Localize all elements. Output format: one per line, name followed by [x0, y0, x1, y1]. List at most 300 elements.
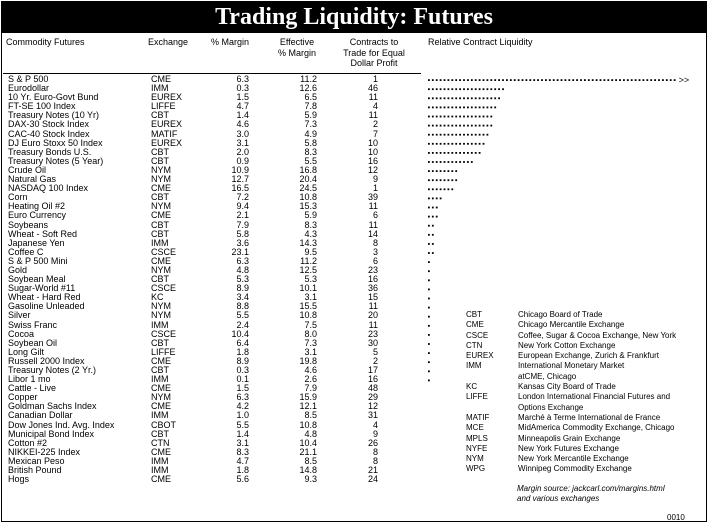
effective-margin-cell: 15.9 — [299, 392, 317, 403]
commodity-name: Hogs — [8, 474, 30, 485]
margin-source-note — [517, 484, 707, 504]
effective-margin-cell: 7.3 — [304, 337, 317, 348]
effective-margin-cell: 7.8 — [304, 101, 317, 112]
effective-margin-cell: 16.8 — [299, 164, 317, 175]
commodity-name: Natural Gas — [8, 174, 57, 185]
table-row — [0, 257, 430, 266]
exchange-cell: CBT — [151, 155, 169, 166]
commodity-name: Russell 2000 Index — [8, 355, 85, 366]
contracts-cell: 12 — [367, 164, 378, 175]
legend-code: MPLS — [466, 433, 488, 443]
legend-description: atCME, Chicago — [518, 371, 577, 381]
commodity-name: CAC-40 Stock Index — [8, 128, 90, 139]
legend-description: European Exchange, Zurich & Frankfurt — [518, 351, 659, 361]
exchange-cell: CME — [151, 355, 171, 366]
effective-margin-cell: 4.6 — [304, 365, 317, 375]
contracts-cell: 9 — [372, 174, 378, 185]
table-row — [0, 184, 430, 193]
legend-item — [466, 361, 706, 371]
legend-description: Chicago Mercantile Exchange — [518, 320, 625, 330]
effective-margin-cell: 14.3 — [299, 237, 317, 248]
contracts-cell: 4 — [372, 419, 378, 430]
contracts-cell: 30 — [367, 337, 378, 348]
exchange-cell: NYM — [151, 201, 171, 212]
commodity-name: Soybeans — [8, 219, 49, 230]
legend-code: NYFE — [466, 443, 488, 453]
margin-cell: 8.3 — [236, 446, 249, 457]
commodity-name: NIKKEI-225 Index — [8, 446, 81, 457]
header-margin: % Margin — [211, 37, 250, 47]
legend-code: CME — [466, 320, 484, 330]
margin-cell: 1.5 — [236, 383, 249, 394]
exchange-cell: CBT — [151, 192, 169, 203]
header-commodity: Commodity Futures — [6, 37, 85, 47]
margin-cell: 12.7 — [231, 174, 249, 185]
exchange-cell: IMM — [151, 83, 169, 94]
margin-cell: 6.3 — [236, 74, 249, 84]
margin-cell: 10.9 — [231, 164, 249, 175]
legend-description: Chicago Board of Trade — [518, 310, 603, 319]
commodity-name: Cattle - Live — [8, 383, 57, 394]
commodity-name: Silver — [8, 310, 31, 321]
contracts-cell: 11 — [368, 110, 378, 121]
margin-cell: 7.2 — [236, 192, 249, 203]
header-contracts-line1: Contracts to — [349, 37, 399, 47]
contracts-cell: 4 — [372, 101, 378, 112]
margin-cell: 0.3 — [236, 83, 249, 94]
legend-description: Kansas City Board of Trade — [518, 382, 616, 392]
effective-margin-cell: 19.8 — [299, 355, 317, 366]
margin-cell: 6.4 — [236, 337, 249, 348]
table-row — [0, 339, 430, 348]
effective-margin-cell: 12.5 — [299, 264, 317, 275]
header-contracts-line3: Dollar Profit — [350, 58, 398, 68]
contracts-cell: 24 — [367, 474, 378, 485]
commodity-name: Cocoa — [8, 328, 35, 339]
commodity-name: Corn — [8, 192, 28, 203]
contracts-cell: 48 — [367, 383, 378, 394]
margin-cell: 6.3 — [236, 255, 249, 266]
exchange-cell: CBT — [151, 146, 169, 157]
commodity-name: Gasoline Unleaded — [8, 301, 85, 312]
contracts-cell: 8 — [372, 446, 378, 457]
legend-description: Marché à Terme International de France — [518, 412, 661, 422]
effective-margin-cell: 5.9 — [304, 110, 317, 121]
exchange-cell: LIFFE — [151, 101, 176, 112]
effective-margin-cell: 24.5 — [299, 183, 317, 194]
source-line-2: and various exchanges — [517, 494, 600, 503]
margin-cell: 1.4 — [236, 428, 249, 439]
legend-item — [466, 434, 706, 444]
legend-item — [466, 351, 706, 361]
header-effective-line1: Effective — [279, 37, 315, 47]
margin-cell: 0.9 — [236, 155, 249, 166]
exchange-legend — [466, 310, 706, 475]
exchange-cell: EUREX — [151, 137, 183, 148]
effective-margin-cell: 4.3 — [304, 228, 317, 239]
margin-cell: 3.1 — [236, 137, 249, 148]
contracts-cell: 1 — [372, 74, 378, 84]
commodity-name: Long Gilt — [8, 346, 45, 357]
commodity-name: Wheat - Hard Red — [8, 292, 81, 303]
contracts-cell: 12 — [367, 401, 378, 412]
liquidity-overflow-arrow: >> — [678, 75, 690, 85]
exchange-cell: NYM — [151, 264, 171, 275]
commodity-name: Treasury Notes (10 Yr) — [8, 110, 100, 121]
contracts-cell: 36 — [367, 283, 378, 294]
effective-margin-cell: 10.8 — [299, 192, 317, 203]
effective-margin-cell: 12.6 — [299, 83, 317, 94]
margin-cell: 4.2 — [236, 401, 249, 412]
effective-margin-cell: 2.6 — [304, 374, 317, 385]
table-row — [0, 330, 430, 339]
legend-description: Winnipeg Commodity Exchange — [518, 464, 632, 474]
margin-cell: 1.8 — [236, 465, 249, 476]
contracts-cell: 16 — [367, 374, 378, 385]
exchange-cell: CBOT — [151, 419, 177, 430]
commodity-name: Municipal Bond Index — [8, 428, 95, 439]
commodity-name: NASDAQ 100 Index — [8, 183, 89, 194]
effective-margin-cell: 5.5 — [304, 155, 317, 166]
exchange-cell: IMM — [151, 455, 169, 466]
table-row — [0, 302, 430, 311]
header-divider — [3, 73, 421, 74]
effective-margin-cell: 5.3 — [304, 274, 317, 285]
exchange-cell: NYM — [151, 174, 171, 185]
effective-margin-cell: 10.8 — [299, 310, 317, 321]
contracts-cell: 8 — [372, 455, 378, 466]
table-row — [0, 239, 430, 248]
exchange-cell: CBT — [151, 337, 169, 348]
margin-cell: 3.4 — [236, 292, 249, 303]
header-exchange: Exchange — [148, 37, 189, 47]
contracts-cell: 23 — [367, 328, 378, 339]
exchange-cell: IMM — [151, 374, 169, 385]
page-title: Trading Liquidity: Futures — [2, 2, 706, 33]
contracts-cell: 15 — [367, 292, 378, 303]
margin-cell: 2.4 — [236, 319, 249, 330]
effective-margin-cell: 10.4 — [299, 437, 317, 448]
table-row — [0, 457, 430, 466]
effective-margin-cell: 6.5 — [304, 92, 317, 103]
margin-cell: 3.1 — [236, 437, 249, 448]
effective-margin-cell: 9.3 — [304, 474, 317, 485]
commodity-name: Gold — [8, 264, 28, 275]
exchange-cell: EUREX — [151, 119, 183, 130]
table-row — [0, 311, 430, 320]
table-row — [0, 75, 430, 84]
table-row — [0, 375, 430, 384]
contracts-cell: 11 — [368, 219, 378, 230]
legend-item — [466, 320, 706, 330]
legend-item — [466, 341, 706, 351]
legend-code: IMM — [466, 361, 482, 371]
contracts-cell: 14 — [367, 228, 378, 239]
header-effective-margin — [266, 37, 328, 58]
commodity-name: S & P 500 Mini — [8, 255, 68, 266]
exchange-cell: CME — [151, 255, 171, 266]
margin-cell: 4.6 — [236, 119, 249, 130]
legend-code: MATIF — [466, 412, 490, 422]
margin-cell: 0.1 — [236, 374, 249, 385]
legend-item — [466, 392, 706, 402]
contracts-cell: 23 — [367, 264, 378, 275]
effective-margin-cell: 9.5 — [304, 246, 317, 257]
commodity-name: Heating Oil #2 — [8, 201, 66, 212]
effective-margin-cell: 15.5 — [299, 301, 317, 312]
exchange-cell: CME — [151, 446, 171, 457]
contracts-cell: 10 — [367, 137, 378, 148]
exchange-cell: NYM — [151, 164, 171, 175]
commodity-name: DJ Euro Stoxx 50 Index — [8, 137, 103, 148]
margin-cell: 4.7 — [236, 455, 249, 466]
effective-margin-cell: 8.3 — [304, 219, 317, 230]
legend-description: New York Mercantile Exchange — [518, 454, 629, 464]
header-effective-line2: % Margin — [277, 47, 316, 58]
contracts-cell: 8 — [372, 237, 378, 248]
table-row — [0, 211, 430, 220]
document-code: 0010 — [667, 513, 685, 522]
exchange-cell: KC — [151, 292, 164, 303]
margin-cell: 8.9 — [236, 283, 249, 294]
commodity-name: DAX-30 Stock Index — [8, 119, 90, 130]
table-row — [0, 321, 430, 330]
effective-margin-cell: 11.2 — [300, 255, 317, 266]
contracts-cell: 46 — [367, 83, 378, 94]
exchange-cell: NYM — [151, 310, 171, 321]
exchange-cell: CME — [151, 210, 171, 221]
legend-description: Minneapolis Grain Exchange — [518, 433, 621, 443]
commodity-name: Dow Jones Ind. Avg. Index — [8, 419, 115, 430]
effective-margin-cell: 21.1 — [299, 446, 317, 457]
commodity-name: Goldman Sachs Index — [8, 401, 97, 412]
legend-code: WPG — [466, 464, 486, 474]
commodity-name: Sugar-World #11 — [8, 283, 76, 294]
margin-cell: 5.5 — [236, 419, 249, 430]
effective-margin-cell: 15.3 — [299, 201, 317, 212]
commodity-name: S & P 500 — [8, 74, 49, 84]
legend-item — [466, 403, 706, 413]
contracts-cell: 11 — [368, 92, 378, 103]
effective-margin-cell: 7.3 — [304, 119, 317, 130]
commodity-name: Euro Currency — [8, 210, 67, 221]
commodity-name: Treasury Notes (5 Year) — [8, 155, 104, 166]
exchange-cell: EUREX — [151, 92, 183, 103]
margin-cell: 8.8 — [236, 301, 249, 312]
contracts-cell: 10 — [367, 146, 378, 157]
table-row — [0, 157, 430, 166]
table-row — [0, 466, 430, 475]
commodity-name: Japanese Yen — [8, 237, 65, 248]
effective-margin-cell: 4.8 — [304, 428, 317, 439]
exchange-cell: CME — [151, 401, 171, 412]
margin-cell: 10.4 — [231, 328, 249, 339]
legend-item — [466, 444, 706, 454]
legend-item — [466, 310, 706, 320]
contracts-cell: 29 — [367, 392, 378, 403]
exchange-cell: NYM — [151, 392, 171, 403]
exchange-cell: CBT — [151, 110, 169, 121]
commodity-name: Wheat - Soft Red — [8, 228, 78, 239]
contracts-cell: 16 — [367, 274, 378, 285]
contracts-cell: 21 — [367, 465, 378, 476]
margin-cell: 23.1 — [231, 246, 249, 257]
effective-margin-cell: 3.1 — [304, 346, 317, 357]
table-row — [0, 166, 430, 175]
commodity-name: Soybean Oil — [8, 337, 58, 348]
exchange-cell: CME — [151, 183, 171, 194]
exchange-cell: MATIF — [151, 128, 178, 139]
contracts-cell: 3 — [372, 246, 378, 257]
contracts-cell: 16 — [367, 155, 378, 166]
commodity-name: Crude Oil — [8, 164, 47, 175]
margin-cell: 9.4 — [236, 201, 249, 212]
contracts-cell: 17 — [367, 365, 378, 375]
effective-margin-cell: 5.9 — [304, 210, 317, 221]
exchange-cell: CTN — [151, 437, 170, 448]
effective-margin-cell: 8.0 — [304, 328, 317, 339]
margin-cell: 1.4 — [236, 110, 249, 121]
legend-description: New York Cotton Exchange — [518, 340, 616, 350]
legend-code: LIFFE — [466, 392, 488, 402]
exchange-cell: CBT — [151, 428, 169, 439]
legend-description: London International Financial Futures and — [518, 392, 671, 402]
margin-cell: 3.0 — [236, 128, 249, 139]
exchange-cell: CBT — [151, 228, 169, 239]
exchange-cell: NYM — [151, 301, 171, 312]
exchange-cell: IMM — [151, 410, 169, 421]
exchange-cell: CBT — [151, 219, 169, 230]
exchange-cell: IMM — [151, 465, 169, 476]
exchange-cell: CBT — [151, 274, 169, 285]
commodity-name: Eurodollar — [8, 83, 50, 94]
exchange-cell: CME — [151, 474, 171, 485]
margin-cell: 1.8 — [236, 346, 249, 357]
table-row — [0, 384, 430, 393]
exchange-cell: IMM — [151, 319, 169, 330]
legend-code: CSCE — [466, 330, 489, 340]
contracts-cell: 31 — [367, 410, 378, 421]
effective-margin-cell: 3.1 — [304, 292, 317, 303]
legend-item — [466, 423, 706, 433]
effective-margin-cell: 4.9 — [304, 128, 317, 139]
margin-cell: 4.8 — [236, 264, 249, 275]
legend-code: KC — [466, 382, 478, 392]
effective-margin-cell: 12.1 — [299, 401, 317, 412]
commodity-name: Treasury Notes (2 Yr.) — [8, 365, 97, 375]
margin-cell: 7.9 — [236, 219, 249, 230]
legend-description: International Monetary Market — [518, 361, 625, 371]
legend-description: Coffee, Sugar & Cocoa Exchange, New York — [518, 330, 677, 340]
effective-margin-cell: 8.5 — [304, 410, 317, 421]
legend-code: MCE — [466, 423, 484, 433]
legend-code: EUREX — [466, 351, 494, 361]
margin-cell: 0.3 — [236, 365, 249, 375]
legend-description: Options Exchange — [518, 402, 584, 412]
contracts-cell: 6 — [372, 210, 378, 221]
margin-cell: 6.3 — [236, 392, 249, 403]
margin-cell: 4.7 — [236, 101, 249, 112]
effective-margin-cell: 5.8 — [304, 137, 317, 148]
legend-code: NYM — [466, 454, 484, 464]
effective-margin-cell: 8.3 — [304, 146, 317, 157]
effective-margin-cell: 20.4 — [299, 174, 317, 185]
commodity-name: Coffee C — [8, 246, 44, 257]
effective-margin-cell: 11.2 — [300, 74, 317, 84]
effective-margin-cell: 14.8 — [299, 465, 317, 476]
contracts-cell: 20 — [367, 310, 378, 321]
commodity-name: Libor 1 mo — [8, 374, 51, 385]
legend-item — [466, 413, 706, 423]
header-liquidity: Relative Contract Liquidity — [428, 37, 533, 47]
commodity-name: Copper — [8, 392, 38, 403]
effective-margin-cell: 10.8 — [299, 419, 317, 430]
exchange-cell: CME — [151, 74, 171, 84]
margin-cell: 5.6 — [236, 474, 249, 485]
commodity-name: Cotton #2 — [8, 437, 48, 448]
legend-item — [466, 454, 706, 464]
commodity-name: Treasury Bonds U.S. — [8, 146, 92, 157]
effective-margin-cell: 10.1 — [299, 283, 317, 294]
commodity-name: FT-SE 100 Index — [8, 101, 76, 112]
effective-margin-cell: 8.5 — [304, 455, 317, 466]
futures-table — [0, 75, 430, 484]
contracts-cell: 6 — [372, 255, 378, 266]
table-row — [0, 430, 430, 439]
margin-cell: 2.1 — [236, 210, 249, 221]
legend-description: New York Futures Exchange — [518, 443, 619, 453]
legend-item — [466, 382, 706, 392]
header-contracts-line2: Trade for Equal — [343, 47, 405, 58]
legend-code: CBT — [466, 310, 482, 319]
commodity-name: Canadian Dollar — [8, 410, 73, 421]
contracts-cell: 2 — [372, 119, 378, 130]
contracts-cell: 26 — [367, 437, 378, 448]
margin-cell: 3.6 — [236, 237, 249, 248]
exchange-cell: CBT — [151, 365, 169, 375]
commodity-name: Swiss Franc — [8, 319, 58, 330]
margin-cell: 2.0 — [236, 146, 249, 157]
commodity-name: Soybean Meal — [8, 274, 66, 285]
legend-item — [466, 464, 706, 474]
margin-cell: 5.5 — [236, 310, 249, 321]
contracts-cell: 2 — [372, 355, 378, 366]
margin-cell: 1.0 — [236, 410, 249, 421]
effective-margin-cell: 7.9 — [304, 383, 317, 394]
margin-cell: 1.5 — [236, 92, 249, 103]
commodity-name: 10 Yr. Euro-Govt Bund — [8, 92, 99, 103]
legend-code: CTN — [466, 340, 483, 350]
contracts-cell: 5 — [372, 346, 378, 357]
contracts-cell: 11 — [368, 201, 378, 212]
contracts-cell: 11 — [368, 319, 378, 330]
table-row — [0, 475, 430, 484]
exchange-cell: LIFFE — [151, 346, 176, 357]
header-contracts — [332, 37, 416, 69]
exchange-cell: CSCE — [151, 328, 177, 339]
exchange-cell: CSCE — [151, 246, 177, 257]
contracts-cell: 1 — [372, 183, 378, 194]
commodity-name: Mexican Peso — [8, 455, 65, 466]
exchange-cell: CSCE — [151, 283, 177, 294]
commodity-name: British Pound — [8, 465, 62, 476]
margin-cell: 5.8 — [236, 228, 249, 239]
margin-cell: 5.3 — [236, 274, 249, 285]
contracts-cell: 11 — [368, 301, 378, 312]
margin-cell: 8.9 — [236, 355, 249, 366]
margin-cell: 16.5 — [231, 183, 249, 194]
contracts-cell: 9 — [372, 428, 378, 439]
